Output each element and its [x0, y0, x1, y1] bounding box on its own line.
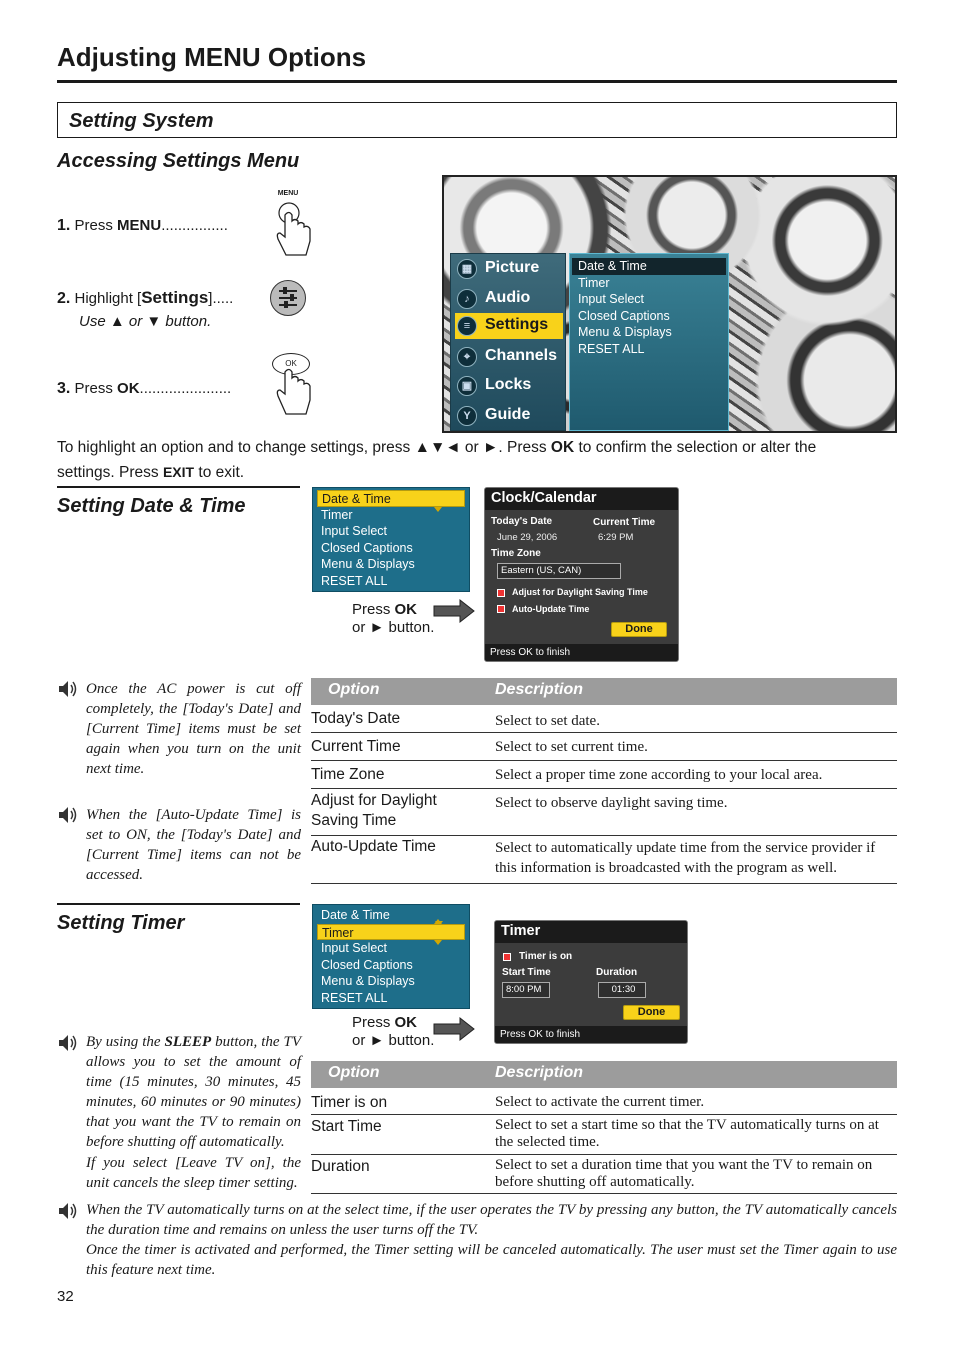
menu-item-menu-displays[interactable]: Menu & Displays: [321, 974, 415, 988]
timer-bottom-note-2: Once the timer is activated and performed, the Timer setting will be canceled automatically. The user must set the Timer again to use this feature next time.: [86, 1242, 897, 1278]
page-title: Adjusting MENU Options: [57, 42, 367, 72]
tv-menu-item-settings[interactable]: ≡ Settings: [455, 313, 563, 339]
instructions-line-1: To highlight an option and to change settings, press ▲▼◄ or ►. Press OK to confirm the selection or alter the: [57, 439, 817, 456]
tv-submenu-menu-displays[interactable]: Menu & Displays: [578, 325, 672, 339]
menu-item-menu-displays[interactable]: Menu & Displays: [321, 557, 415, 571]
tv-menu-item-channels[interactable]: ⌖ Channels: [455, 344, 563, 370]
date-time-menu: [312, 487, 470, 592]
time-zone-field[interactable]: Eastern (US, CAN): [497, 563, 621, 579]
section-header-box: [57, 102, 897, 138]
timer-sleep-note: By using the SLEEP button, the TV allows you to set the amount of time (15 minutes, 30 minutes, 45 minutes, 60 minutes or 90 minutes) that you want the TV to remain on before shutting off automatically.: [86, 1034, 302, 1150]
speaker-note-icon: [57, 805, 79, 825]
step-2-hint: Use ▲ or ▼ button.: [79, 313, 212, 330]
tv-menu-item-audio[interactable]: ♪ Audio: [455, 286, 563, 312]
step-3: 3. Press OK......................: [57, 380, 232, 397]
todays-date-label: Today's Date: [491, 516, 553, 527]
clock-calendar-dialog: [484, 487, 679, 662]
timer-table-header: [311, 1061, 897, 1088]
current-time-label: Current Time: [593, 517, 656, 528]
todays-date-value[interactable]: June 29, 2006: [497, 532, 558, 543]
current-time-value[interactable]: 6:29 PM: [598, 532, 634, 543]
antenna-icon: ⌖: [457, 347, 477, 367]
page-number: 32: [57, 1288, 74, 1305]
instructions-line-2: settings. Press EXIT to exit.: [57, 464, 245, 481]
menu-item-closed-captions[interactable]: Closed Captions: [321, 540, 413, 555]
tv-settings-submenu: [569, 253, 729, 431]
tv-submenu-reset-all[interactable]: RESET ALL: [578, 341, 645, 356]
date-time-rule: [57, 486, 300, 488]
speaker-note-icon: [57, 1201, 79, 1221]
dst-checkbox[interactable]: [497, 589, 505, 597]
done-button[interactable]: Done: [611, 622, 667, 637]
tv-menu-item-locks[interactable]: ▣ Locks: [455, 373, 563, 399]
menu-item-reset-all[interactable]: RESET ALL: [321, 990, 388, 1005]
col-description: Description: [495, 681, 584, 698]
arrow-right-icon: [432, 1016, 476, 1042]
timer-press-instruction: Press OK or ► button.: [352, 1014, 435, 1049]
table-row: Time Zone Select a proper time zone according to your local area.: [311, 761, 897, 789]
menu-item-reset-all[interactable]: RESET ALL: [321, 573, 388, 588]
table-row: Current Time Select to set current time.: [311, 733, 897, 761]
date-time-table-header: [311, 678, 897, 705]
date-time-heading: Setting Date & Time: [57, 495, 246, 517]
tv-submenu-timer[interactable]: Timer: [578, 275, 610, 290]
menu-item-closed-captions[interactable]: Closed Captions: [321, 957, 413, 972]
step-1: 1. Press MENU................: [57, 217, 228, 234]
menu-item-timer[interactable]: Timer: [321, 507, 353, 522]
start-time-label: Start Time: [502, 967, 551, 978]
accessing-heading: Accessing Settings Menu: [57, 150, 300, 172]
time-zone-label: Time Zone: [491, 548, 541, 559]
dialog-title: Clock/Calendar: [485, 488, 678, 510]
ok-button-press-icon: OK: [270, 350, 315, 420]
col-option: Option: [328, 681, 380, 698]
arrow-right-icon: [432, 598, 476, 624]
timer-heading: Setting Timer: [57, 912, 185, 934]
start-time-field[interactable]: 8:00 PM: [502, 982, 550, 998]
date-time-press-instruction: Press OK or ► button.: [352, 601, 435, 636]
table-row: Timer is on Select to activate the current timer.: [311, 1088, 897, 1115]
chevron-up-icon: [434, 919, 442, 924]
settings-icon: ≡: [457, 316, 477, 336]
col-description: Description: [495, 1064, 584, 1081]
section-title: Setting System: [69, 110, 214, 132]
title-divider: [57, 80, 897, 83]
menu-item-input-select[interactable]: Input Select: [321, 941, 388, 955]
picture-icon: ▦: [457, 259, 477, 279]
timer-on-label: Timer is on: [519, 951, 573, 962]
table-row: Start Time Select to set a start time so that the TV automatically turns on at the selected time.: [311, 1115, 897, 1155]
step-2: 2. Highlight [Settings].....: [57, 288, 234, 307]
col-option: Option: [328, 1064, 380, 1081]
date-time-note-2: When the [Auto-Update Time] is set to ON, the [Today's Date] and [Current Time] items can not be accessed.: [86, 807, 301, 883]
tv-submenu-input-select[interactable]: Input Select: [578, 292, 645, 306]
timer-dialog: [494, 920, 688, 1044]
menu-item-input-select[interactable]: Input Select: [321, 524, 388, 538]
speaker-note-icon: [57, 1033, 79, 1053]
duration-label: Duration: [596, 967, 638, 978]
guide-icon: Y: [457, 406, 477, 426]
timer-bottom-note-1: When the TV automatically turns on at the select time, if the user operates the TV by pressing any button, the TV automatically cancels the duration time and remains on unless the user turns off the TV.: [86, 1202, 897, 1238]
done-button[interactable]: Done: [623, 1005, 680, 1020]
lock-icon: ▣: [457, 376, 477, 396]
timer-rule: [57, 903, 300, 905]
table-row: Adjust for Daylight Saving Time Select to observe daylight saving time.: [311, 789, 897, 836]
timer-dialog-title: Timer: [495, 921, 687, 943]
tv-menu-screenshot: [442, 175, 897, 433]
menu-item-date-time[interactable]: Date & Time: [317, 490, 465, 507]
audio-icon: ♪: [457, 289, 477, 309]
timer-menu: [312, 904, 470, 1009]
timer-dialog-footer: Press OK to finish: [495, 1026, 687, 1043]
tv-menu-item-guide[interactable]: Y Guide: [455, 403, 563, 429]
dialog-footer: Press OK to finish: [485, 644, 678, 661]
auto-update-checkbox[interactable]: [497, 605, 505, 613]
menu-item-date-time[interactable]: Date & Time: [313, 907, 469, 924]
date-time-note-1: Once the AC power is cut off completely, the [Today's Date] and [Current Time] items must be set again when you turn on the unit next time.: [86, 681, 301, 777]
tv-submenu-closed-captions[interactable]: Closed Captions: [578, 308, 670, 323]
timer-sleep-note-2: If you select [Leave TV on], the unit cancels the sleep timer setting.: [86, 1155, 301, 1191]
table-row: Duration Select to set a duration time that you want the TV to remain on before shutting off automatically.: [311, 1155, 897, 1194]
duration-field[interactable]: 01:30: [598, 982, 646, 998]
menu-button-press-icon: MENU: [270, 190, 315, 265]
timer-on-checkbox[interactable]: [503, 953, 511, 961]
tv-main-menu: [450, 253, 566, 431]
tv-menu-item-picture[interactable]: ▦ Picture: [455, 256, 563, 282]
table-row: Auto-Update Time Select to automatically update time from the service provider if this information is broadcasted with the program as well.: [311, 836, 897, 884]
menu-item-timer[interactable]: Timer: [317, 924, 465, 941]
settings-icon: [270, 280, 306, 316]
tv-submenu-date-time[interactable]: Date & Time: [572, 258, 726, 275]
auto-update-label: Auto-Update Time: [512, 604, 590, 614]
speaker-note-icon: [57, 679, 79, 699]
dst-label: Adjust for Daylight Saving Time: [512, 587, 648, 597]
table-row: Today's Date Select to set date.: [311, 705, 897, 733]
